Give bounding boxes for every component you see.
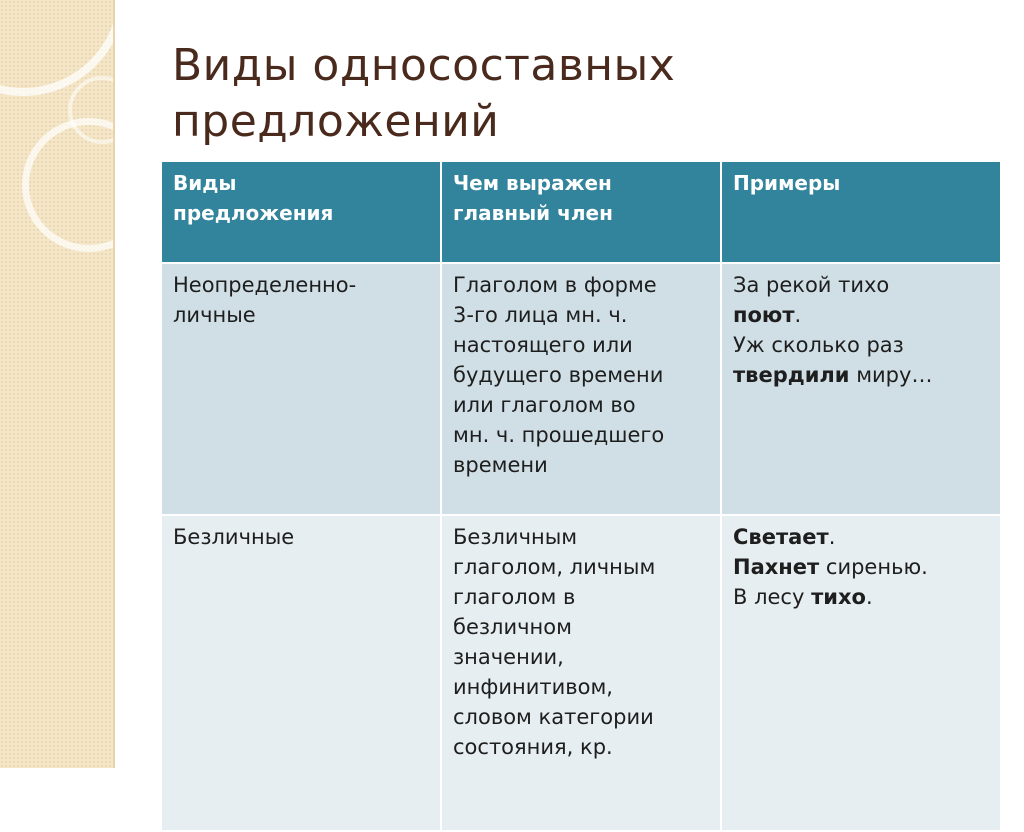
decorative-side-strip <box>0 0 113 768</box>
cell-text: Неопределенно- <box>173 273 357 297</box>
example-text: В лесу <box>733 585 812 609</box>
example-line <box>733 582 990 612</box>
cell-text: словом категории <box>453 705 654 729</box>
cell-text: мн. ч. прошедшего <box>453 423 665 447</box>
table-row <box>161 263 1001 515</box>
header-cell-expressed <box>441 161 721 263</box>
slide-title-line: предложений <box>172 96 500 147</box>
cell-text: или глаголом во <box>453 393 636 417</box>
strip-divider <box>113 0 115 768</box>
cell-expressed <box>441 263 721 515</box>
cell-text: глаголом в <box>453 585 576 609</box>
cell-text: Безличным <box>453 525 578 549</box>
example-main-word: поют <box>733 303 795 327</box>
slide-title-line: Виды односоставных <box>172 40 676 91</box>
cell-examples <box>721 263 1001 515</box>
example-line <box>733 300 990 330</box>
example-text: миру… <box>849 363 933 387</box>
cell-text: Глаголом в форме <box>453 273 657 297</box>
cell-text: состояния, кр. <box>453 735 613 759</box>
cell-text: глаголом, личным <box>453 555 656 579</box>
header-text: главный член <box>453 201 613 225</box>
example-text: . <box>794 303 802 327</box>
cell-text: будущего времени <box>453 363 664 387</box>
example-text: За рекой тихо <box>733 273 890 297</box>
example-text: сиренью. <box>819 555 928 579</box>
cell-text: времени <box>453 453 548 477</box>
cell-text: Безличные <box>173 525 295 549</box>
header-text: предложения <box>173 201 334 225</box>
example-line <box>733 522 990 552</box>
example-line <box>733 330 990 360</box>
header-text: Виды <box>173 171 237 195</box>
table-row <box>161 515 1001 831</box>
header-text: Примеры <box>733 171 841 195</box>
example-line <box>733 270 990 300</box>
cell-expressed <box>441 515 721 831</box>
cell-text: инфинитивом, <box>453 675 613 699</box>
cell-text: личные <box>173 303 256 327</box>
cell-text: 3-го лица мн. ч. <box>453 303 628 327</box>
example-text: . <box>865 585 873 609</box>
cell-text: значении, <box>453 645 564 669</box>
header-cell-types <box>161 161 441 263</box>
example-main-word: Светает <box>733 525 829 549</box>
header-text: Чем выражен <box>453 171 612 195</box>
example-main-word: Пахнет <box>733 555 820 579</box>
example-line <box>733 552 990 582</box>
sentence-types-table <box>160 160 1002 832</box>
slide-title <box>172 38 992 150</box>
cell-text: настоящего или <box>453 333 633 357</box>
example-main-word: твердили <box>733 363 850 387</box>
example-line <box>733 360 990 390</box>
table-header-row <box>161 161 1001 263</box>
example-text: . <box>828 525 836 549</box>
header-cell-examples <box>721 161 1001 263</box>
example-text: Уж сколько раз <box>733 333 904 357</box>
cell-text: безличном <box>453 615 572 639</box>
cell-examples <box>721 515 1001 831</box>
example-main-word: тихо <box>811 585 866 609</box>
cell-type <box>161 263 441 515</box>
cell-type <box>161 515 441 831</box>
